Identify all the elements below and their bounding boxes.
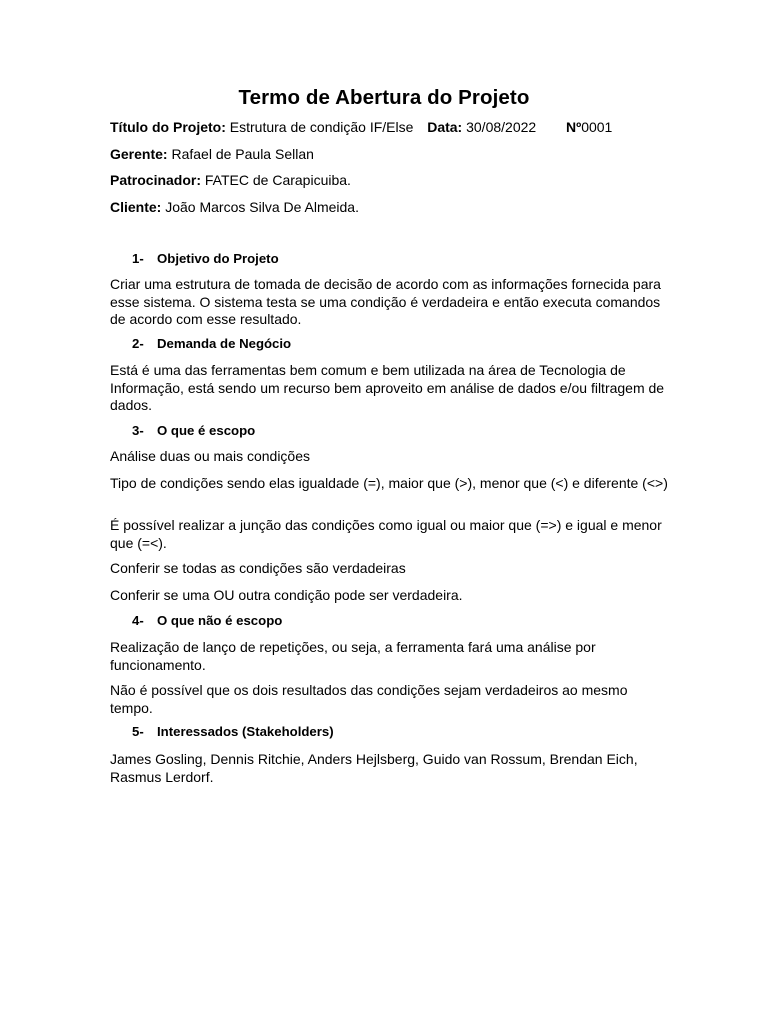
manager-line [110, 146, 314, 162]
section-paragraph: Análise duas ou mais condições [110, 448, 311, 464]
number-label: Nº [565, 119, 582, 135]
sponsor-line [110, 172, 351, 188]
sponsor-label: Patrocinador: [110, 172, 202, 188]
section-paragraph: Conferir se todas as condições são verdadeiras [110, 560, 406, 576]
section-title: Objetivo do Projeto [157, 251, 279, 266]
project-title-value: Estrutura de condição IF/Else [229, 119, 414, 135]
section-heading-nao-escopo [132, 613, 282, 629]
section-paragraph: Realização de lanço de repetições, ou seja, a ferramenta fará uma análise por funcionamento. [110, 639, 596, 673]
number-value: 0001 [581, 119, 613, 135]
section-heading-escopo [132, 423, 255, 439]
section-number: 1- [132, 251, 144, 266]
section-heading-objetivo [132, 251, 279, 267]
section-title: Interessados (Stakeholders) [157, 724, 334, 739]
section-number: 5- [132, 724, 144, 739]
section-paragraph: James Gosling, Dennis Ritchie, Anders Hejlsberg, Guido van Rossum, Brendan Eich, Rasmus Lerdorf. [110, 751, 638, 785]
section-paragraph: Não é possível que os dois resultados das condições sejam verdadeiros ao mesmo tempo. [110, 682, 628, 716]
section-paragraph: Está é uma das ferramentas bem comum e bem utilizada na área de Tecnologia de Informação, está sendo um recurso bem aproveito em análise de dados e/ou filtragem de dados. [110, 362, 665, 413]
section-paragraph: Conferir se uma OU outra condição pode ser verdadeira. [110, 587, 463, 603]
client-label: Cliente: [110, 199, 162, 215]
project-title-label: Título do Projeto: [110, 119, 226, 135]
sponsor-value: FATEC de Carapicuiba. [204, 172, 351, 188]
section-paragraph: Criar uma estrutura de tomada de decisão de acordo com as informações fornecida para esse sistema. O sistema testa se uma condição é verdadeira e então executa comandos de acordo com esse resultado. [110, 276, 661, 327]
client-value: João Marcos Silva De Almeida. [165, 199, 359, 215]
section-number: 4- [132, 613, 144, 628]
section-title: Demanda de Negócio [157, 336, 292, 351]
section-number: 3- [132, 423, 144, 438]
section-heading-interessados [132, 724, 334, 740]
section-heading-demanda [132, 336, 291, 352]
project-title-line [110, 119, 612, 135]
section-number: 2- [132, 336, 144, 351]
section-title: O que não é escopo [157, 613, 283, 628]
section-paragraph: É possível realizar a junção das condições como igual ou maior que (=>) e igual e menor que (=<). [110, 517, 662, 551]
date-value: 30/08/2022 [466, 119, 537, 135]
client-line [110, 199, 359, 215]
manager-value: Rafael de Paula Sellan [171, 146, 314, 162]
date-label: Data: [427, 119, 463, 135]
manager-label: Gerente: [110, 146, 168, 162]
document-title: Termo de Abertura do Projeto [238, 86, 530, 109]
section-paragraph: Tipo de condições sendo elas igualdade (=), maior que (>), menor que (<) e diferente (<>) [110, 475, 668, 491]
section-title: O que é escopo [157, 423, 256, 438]
